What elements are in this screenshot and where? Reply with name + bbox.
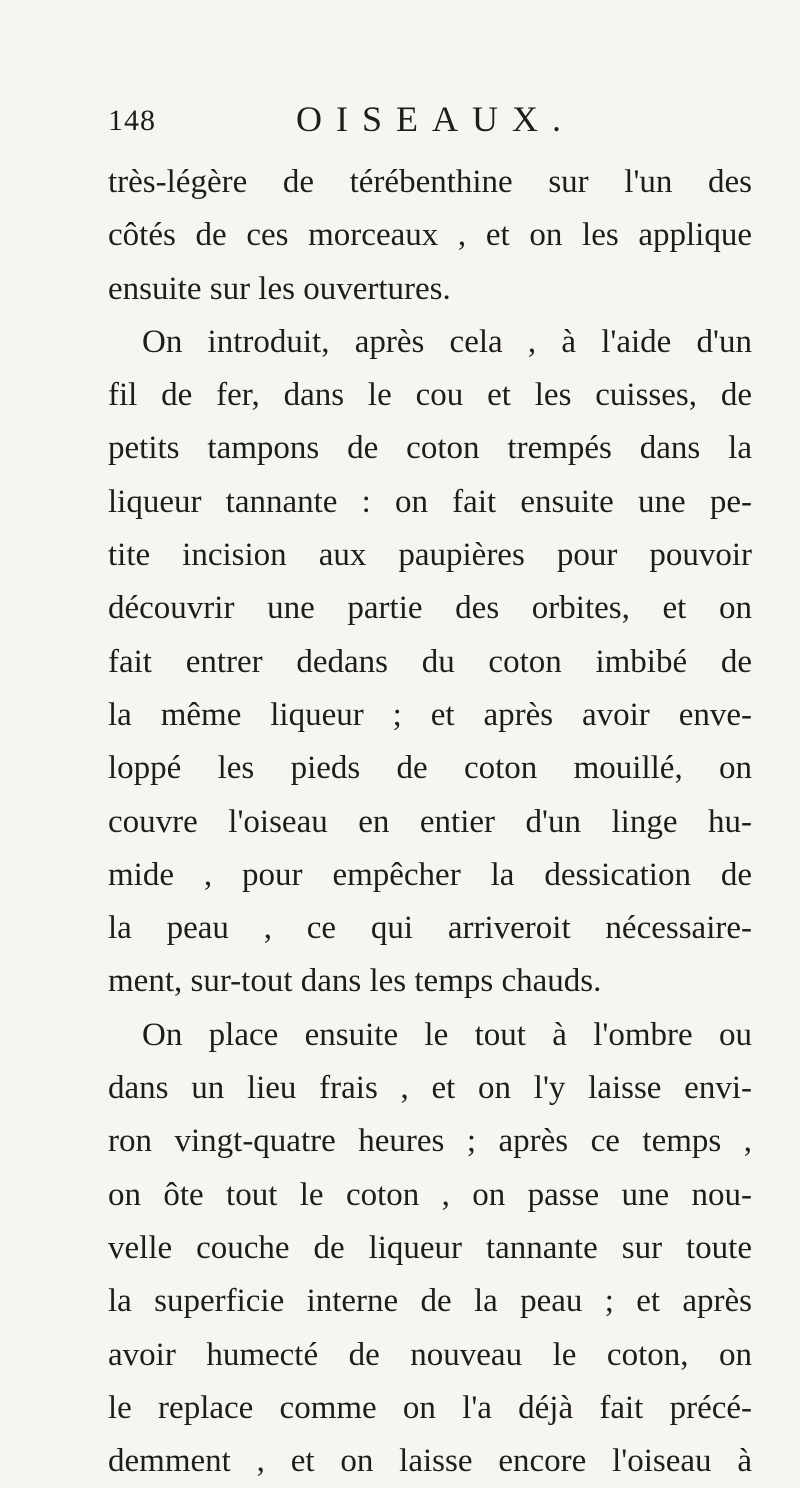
text-line: petits tampons de coton trempés dans la bbox=[108, 430, 752, 467]
text-line: couvre l'oiseau en entier d'un linge hu- bbox=[108, 803, 752, 840]
text-line: découvrir une partie des orbites, et on bbox=[108, 590, 752, 627]
text-line: on ôte tout le coton , on passe une nou- bbox=[108, 1176, 752, 1213]
text-line: velle couche de liqueur tannante sur toute bbox=[108, 1229, 752, 1266]
text-line: tite incision aux paupières pour pouvoir bbox=[108, 537, 752, 574]
text-line: liqueur tannante : on fait ensuite une pe- bbox=[108, 483, 752, 520]
text-line: On place ensuite le tout à l'ombre ou bbox=[142, 1016, 752, 1053]
text-line: avoir humecté de nouveau le coton, on bbox=[108, 1336, 752, 1373]
text-line: très-légère de térébenthine sur l'un des bbox=[108, 164, 752, 200]
text-line: le replace comme on l'a déjà fait précé- bbox=[108, 1389, 752, 1426]
text-line: ment, sur-tout dans les temps chauds. bbox=[108, 963, 602, 1000]
text-line: côtés de ces morceaux , et on les applique bbox=[108, 217, 752, 254]
text-line: mide , pour empêcher la dessication de bbox=[108, 856, 752, 893]
text-line: la même liqueur ; et après avoir enve- bbox=[108, 696, 752, 733]
page-header bbox=[108, 98, 728, 148]
page-number: 148 bbox=[108, 104, 156, 137]
text-line: ron vingt-quatre heures ; après ce temps , bbox=[108, 1123, 752, 1160]
text-line: fil de fer, dans le cou et les cuisses, de bbox=[108, 377, 752, 414]
text-line: la superficie interne de la peau ; et après bbox=[108, 1283, 752, 1320]
text-line: demment , et on laisse encore l'oiseau à bbox=[108, 1443, 752, 1480]
text-line: On introduit, après cela , à l'aide d'un bbox=[142, 323, 752, 360]
text-line: fait entrer dedans du coton imbibé de bbox=[108, 643, 752, 680]
text-line: loppé les pieds de coton mouillé, on bbox=[108, 750, 752, 787]
text-line: la peau , ce qui arriveroit nécessaire- bbox=[108, 910, 752, 947]
body-text bbox=[108, 156, 752, 1488]
running-title: OISEAUX. bbox=[296, 99, 575, 139]
text-line: dans un lieu frais , et on l'y laisse envi- bbox=[108, 1070, 752, 1107]
text-line: ensuite sur les ouvertures. bbox=[108, 270, 451, 307]
